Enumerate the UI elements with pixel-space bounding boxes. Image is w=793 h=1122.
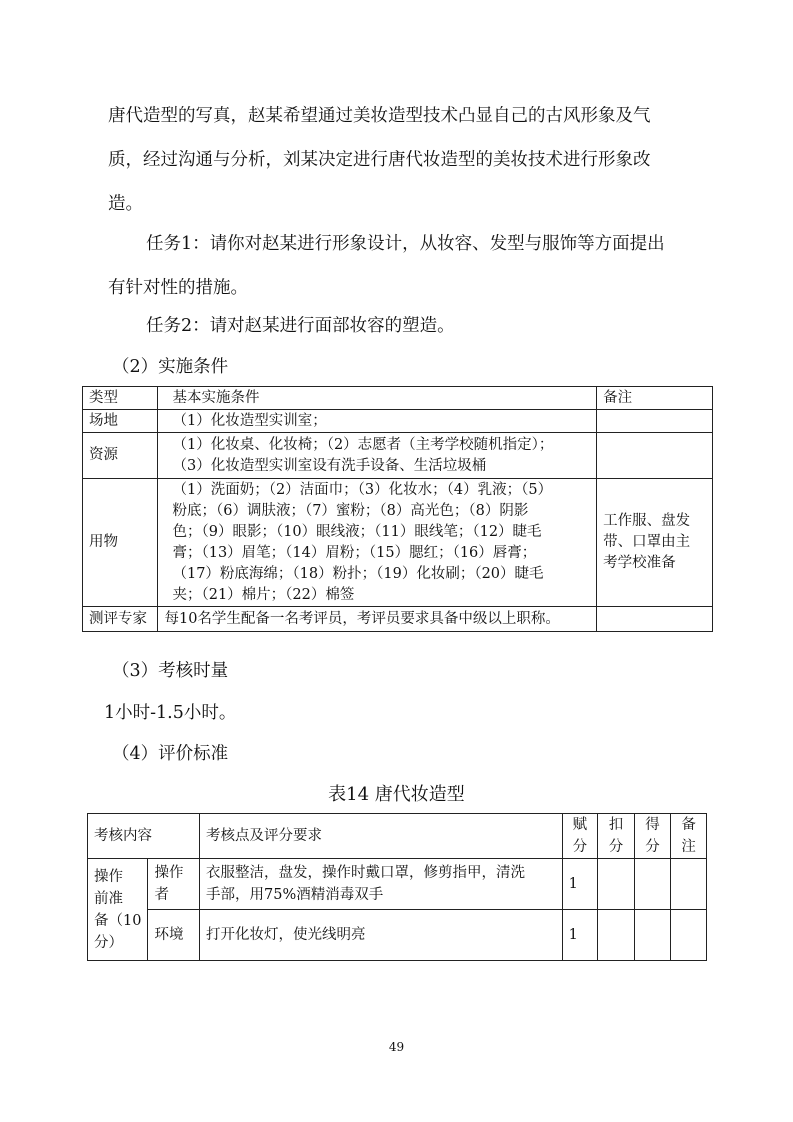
- header-char: 分: [572, 839, 588, 855]
- intro-line: 造。: [108, 194, 143, 214]
- table-row: [83, 433, 713, 479]
- content-line: （17）粉底海绵；（18）粉扑；（19）化妆刷；（20）睫毛: [172, 565, 544, 582]
- header-char: 得: [645, 817, 660, 833]
- header-deduct: [598, 814, 635, 859]
- header-char: 分: [608, 839, 624, 855]
- group-label-line: 前准: [94, 890, 123, 907]
- score-value: 1: [562, 859, 598, 910]
- header-char: 赋: [572, 817, 588, 833]
- header-content: 基本实施条件: [158, 387, 597, 410]
- deduct-cell: [598, 910, 635, 961]
- row-type: 资源: [83, 433, 158, 479]
- row-type: 测评专家: [83, 607, 158, 632]
- group-label-line: 分）: [94, 934, 123, 951]
- row-note: [597, 433, 713, 479]
- content-line: 膏；（13）眉笔；（14）眉粉；（15）腮红；（16）唇膏；: [172, 544, 537, 561]
- requirement: [200, 859, 563, 910]
- deduct-cell: [598, 859, 635, 910]
- header-note: 备注: [597, 387, 713, 410]
- content-line: （3）化妆造型实训室设有洗手设备、生活垃圾桶: [172, 457, 487, 474]
- got-cell: [634, 910, 671, 961]
- header-score: [562, 814, 598, 859]
- sub-line: 环境: [154, 927, 184, 943]
- table-row: [83, 410, 713, 433]
- row-note: [597, 410, 713, 433]
- table-title: 表14 唐代妆造型: [328, 784, 465, 805]
- header-content: 考核内容: [88, 814, 200, 859]
- header-char: 分: [645, 839, 660, 855]
- sub-line: 者: [154, 887, 169, 903]
- eval-header-row: [88, 814, 707, 859]
- content-line: （1）化妆造型实训室；: [172, 412, 327, 429]
- sub-item: [148, 910, 200, 961]
- got-cell: [634, 859, 671, 910]
- header-char: 备: [681, 817, 696, 833]
- section4-heading: （4）评价标准: [112, 744, 229, 764]
- content-line: 夹；（21）棉片；（22）棉签: [172, 586, 355, 603]
- header-points: 考核点及评分要求: [200, 814, 563, 859]
- row-note: [597, 479, 713, 607]
- remark-cell: [671, 910, 707, 961]
- content-line: 粉底；（6）调肤液；（7）蜜粉；（8）高光色；（8）阴影: [172, 502, 529, 519]
- requirement: [200, 910, 563, 961]
- row-type: 用物: [83, 479, 158, 607]
- header-remark: [671, 814, 707, 859]
- intro-paragraph: [108, 94, 698, 226]
- group-label: [88, 859, 148, 961]
- task1-line: 有针对性的措施。: [108, 278, 248, 298]
- header-got: [634, 814, 671, 859]
- row-content: [158, 433, 597, 479]
- remark-cell: [671, 859, 707, 910]
- task1-paragraph: [108, 222, 698, 310]
- note-line: 工作服、盘发: [603, 513, 691, 529]
- row-content: [158, 479, 597, 607]
- section2-heading: （2）实施条件: [112, 357, 229, 377]
- content-line: （1）化妆桌、化妆椅；（2）志愿者（主考学校随机指定）；: [172, 436, 554, 453]
- page-number: 49: [388, 1040, 405, 1054]
- note-line: 考学校准备: [603, 555, 676, 571]
- duration-text: 1小时-1.5小时。: [104, 703, 237, 723]
- evaluation-table: [87, 813, 707, 961]
- header-char: 扣: [608, 817, 624, 833]
- table-row: [88, 910, 707, 961]
- score-value: 1: [562, 910, 598, 961]
- sub-item: [148, 859, 200, 910]
- row-content: [158, 607, 597, 632]
- header-type: 类型: [83, 387, 158, 410]
- group-label-line: 操作: [94, 868, 123, 885]
- header-char: 注: [681, 839, 696, 855]
- row-content: [158, 410, 597, 433]
- req-line: 手部，用75%酒精消毒双手: [206, 887, 384, 903]
- table-row: [83, 607, 713, 632]
- row-note: [597, 607, 713, 632]
- task2-line: 任务2：请对赵某进行面部妆容的塑造。: [146, 316, 455, 336]
- table-row: [88, 859, 707, 910]
- note-line: 带、口罩由主: [603, 534, 691, 550]
- row-type: 场地: [83, 410, 158, 433]
- intro-line: 唐代造型的写真，赵某希望通过美妆造型技术凸显自己的古风形象及气: [108, 106, 651, 126]
- intro-line: 质，经过沟通与分析，刘某决定进行唐代妆造型的美妆技术进行形象改: [108, 150, 651, 170]
- content-line: （1）洗面奶；（2）洁面巾；（3）化妆水；（4）乳液；（5）: [172, 481, 553, 498]
- section3-heading: （3）考核时量: [112, 661, 229, 681]
- task2-paragraph: [108, 304, 698, 348]
- task1-line: 任务1：请你对赵某进行形象设计，从妆容、发型与服饰等方面提出: [146, 234, 665, 254]
- conditions-table: [82, 386, 713, 632]
- group-label-line: 备（10: [94, 912, 142, 929]
- table-row: [83, 479, 713, 607]
- req-line: 打开化妆灯，使光线明亮: [206, 927, 366, 943]
- req-line: 衣服整洁，盘发，操作时戴口罩，修剪指甲，清洗: [206, 865, 525, 881]
- table-header-row: [83, 387, 713, 410]
- sub-line: 操作: [154, 865, 184, 881]
- content-line: 每10名学生配备一名考评员，考评员要求具备中级以上职称。: [164, 610, 560, 627]
- content-line: 色；（9）眼影；（10）眼线液；（11）眼线笔；（12）睫毛: [172, 523, 542, 540]
